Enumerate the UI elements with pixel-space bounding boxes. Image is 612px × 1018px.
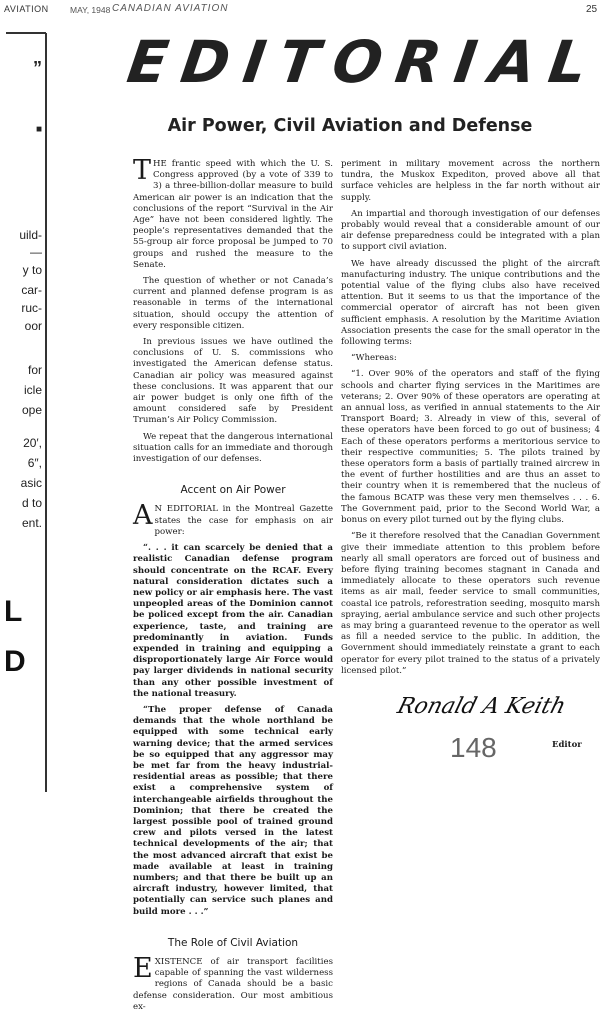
- paragraph: We repeat that the dangerous international situation calls for an immediate and thorough investigation of our defenses.: [133, 431, 333, 465]
- gutter-fragment: ruc-: [21, 301, 42, 315]
- gutter-fragment: oor: [24, 319, 42, 333]
- subheading: Accent on Air Power: [180, 484, 286, 497]
- paragraph: “Whereas:: [351, 353, 397, 364]
- drop-cap: A: [133, 500, 153, 532]
- article-title: Air Power, Civil Aviation and Defense: [167, 116, 533, 136]
- drop-cap: T: [133, 155, 152, 186]
- gutter-rule: [45, 33, 47, 792]
- gutter-fragment: ■: [35, 124, 42, 135]
- editor-label: Editor: [552, 740, 582, 750]
- resolution-paragraph: “1. Over 90% of the operators and staff of the flying schools and charter flying services in the Maritimes are veterans; 2. Over 90% of these operators are operating at an annual loss, as verified in annual statements to the Air Transport Board; 3. Already in view of this, several of these operators have been forced to go out of business; 4 Each of these operators performs a meritorious service to their respective communities; 5. The pilots trained by these operators form a basis of partially trained aircrew in the event of further hostilities and are thus an asset to their country when it is remembered that the nucleus of the famous BCATP was these very men themselves . . . 6. The Government paid, prior to the Second World War, a bonus on every pilot turned out by the flying clubs.: [341, 369, 600, 526]
- column-left: [133, 155, 333, 1018]
- gutter-fragment: L: [4, 595, 23, 628]
- gutter-fragment: ”: [33, 58, 42, 78]
- gutter-fragment: y to: [22, 263, 42, 277]
- gutter-fragment: ent.: [21, 516, 42, 530]
- resolution-paragraph: “Be it therefore resolved that the Canadian Government give their immediate attention to this problem before nearly all small operators are forced out of business and before flying training becomes stagnant in Canada and immediately allocate to these operators such revenue items as air mail, feeder service to small communities, coastal ice patrols, reforestration seeding, mosquito marsh spraying, aerial ambulance service and such other projects as may bring a guaranteed revenue to the operator as well as fill a needed service to the public. In addition, the Government should immediately reinstate a grant to each operator for every pilot trained to the status of a privately licensed pilot.”: [341, 531, 600, 676]
- gutter-fragment: asic: [20, 476, 42, 490]
- paragraph: THE frantic speed with which the U. S. Congress approved (by a vote of 339 to 3) a three-billion-dollar measure to build American air power is an indication that the conclusions of the report “Survival in the Air Age” have not been considered lightly. The people’s representatives demanded that the 55-group air force proposal be jumped to 70 groups and rushed the measure to the Senate.: [133, 155, 333, 270]
- issue-date: MAY, 1948: [70, 5, 111, 15]
- editor-signature: Ronald A Keith: [394, 694, 569, 719]
- paragraph: In previous issues we have outlined the conclusions of U. S. commissions who investigated the American defense status. Canadian air policy was measured against these conclusions. It was apparent that our air power budget is only one fifth of the amount considered safe by President Truman’s Air Policy Commission.: [133, 337, 333, 426]
- paragraph: periment in military movement across the northern tundra, the Muskox Expediton, proved above all that surface vehicles are helpless in the far north without air supply.: [341, 159, 600, 203]
- drop-cap: E: [133, 953, 153, 984]
- gutter-fragment: D: [4, 645, 26, 678]
- subheading: The Role of Civil Aviation: [167, 936, 299, 949]
- paragraph: A N EDITORIAL in the Montreal Gazette states the case for emphasis on air power:: [133, 500, 333, 537]
- gutter-fragment: —: [30, 245, 42, 259]
- quote-paragraph: “The proper defense of Canada demands that the whole northland be equipped with some technical early warning device; that the armed services be so equipped that any aggressor may be met far from the heavy industrial-residential areas as possible; that there exist a comprehensive system of interchangeable airfields throughout the Dominion; that there be created the largest possible pool of trained ground crew and pilots versed in the latest technical developments of the air; that the most advanced aircraft that exist be made available at least in training numbers; and that there be built up an aircraft industry, however limited, that potentially can service such planes and build more . . .”: [133, 704, 333, 917]
- gutter-fragment: for: [27, 363, 42, 377]
- running-head: AVIATION: [4, 4, 49, 14]
- gutter-fragment: d to: [21, 496, 42, 510]
- gutter-fragment: icle: [23, 383, 42, 397]
- handwritten-number: 148: [450, 732, 497, 763]
- quote-paragraph: “. . . it can scarcely be denied that a realistic Canadian defense program should concentrate on the RCAF. Every natural consideration dictates such a new policy or air emphasis here. The vast unpeopled areas of the Dominion cannot be policed except from the air. Canadian experience, taste, and training are predominantly in aviation. Funds expended in training and equipping a disproportionately large Air Force would pay larger dividends in national security than any other possible investment of the national treasury.: [133, 543, 333, 699]
- page-number: 25: [586, 4, 598, 15]
- column-right: [341, 159, 600, 682]
- handwritten-note: CANADIAN AVIATION: [112, 3, 229, 14]
- gutter-fragment: car-: [21, 283, 42, 297]
- masthead: EDITORIAL: [123, 28, 606, 96]
- paragraph: An impartial and thorough investigation of our defenses probably would reveal that a considerable amount of our air defense preparedness could be integrated with a plan to support civil aviation.: [341, 208, 600, 253]
- paragraph: The question of whether or not Canada’s current and planned defense program is as reasonable in terms of the international situation, should occupy the attention of every responsible citizen.: [133, 276, 333, 331]
- paragraph: We have already discussed the plight of the aircraft manufacturing industry. The unique contributions and the potential value of the flying clubs also have received attention. But it seems to us that the importance of the commercial operator of aircraft has not been given sufficient emphasis. A resolution by the Maritime Aviation Association presents the case for the small operator in the following terms:: [341, 258, 600, 348]
- gutter-fragment: 20′,: [23, 436, 42, 450]
- gutter-rule-top: [6, 32, 46, 34]
- paragraph: EXISTENCE of air transport facilities capable of spanning the vast wilderness regions of Canada should be a basic defense consideration. Our most ambitious ex-: [133, 953, 333, 1012]
- gutter-fragment: uild-: [19, 228, 42, 242]
- gutter-fragment: 6″,: [27, 456, 42, 470]
- gutter-fragment: ope: [21, 403, 42, 417]
